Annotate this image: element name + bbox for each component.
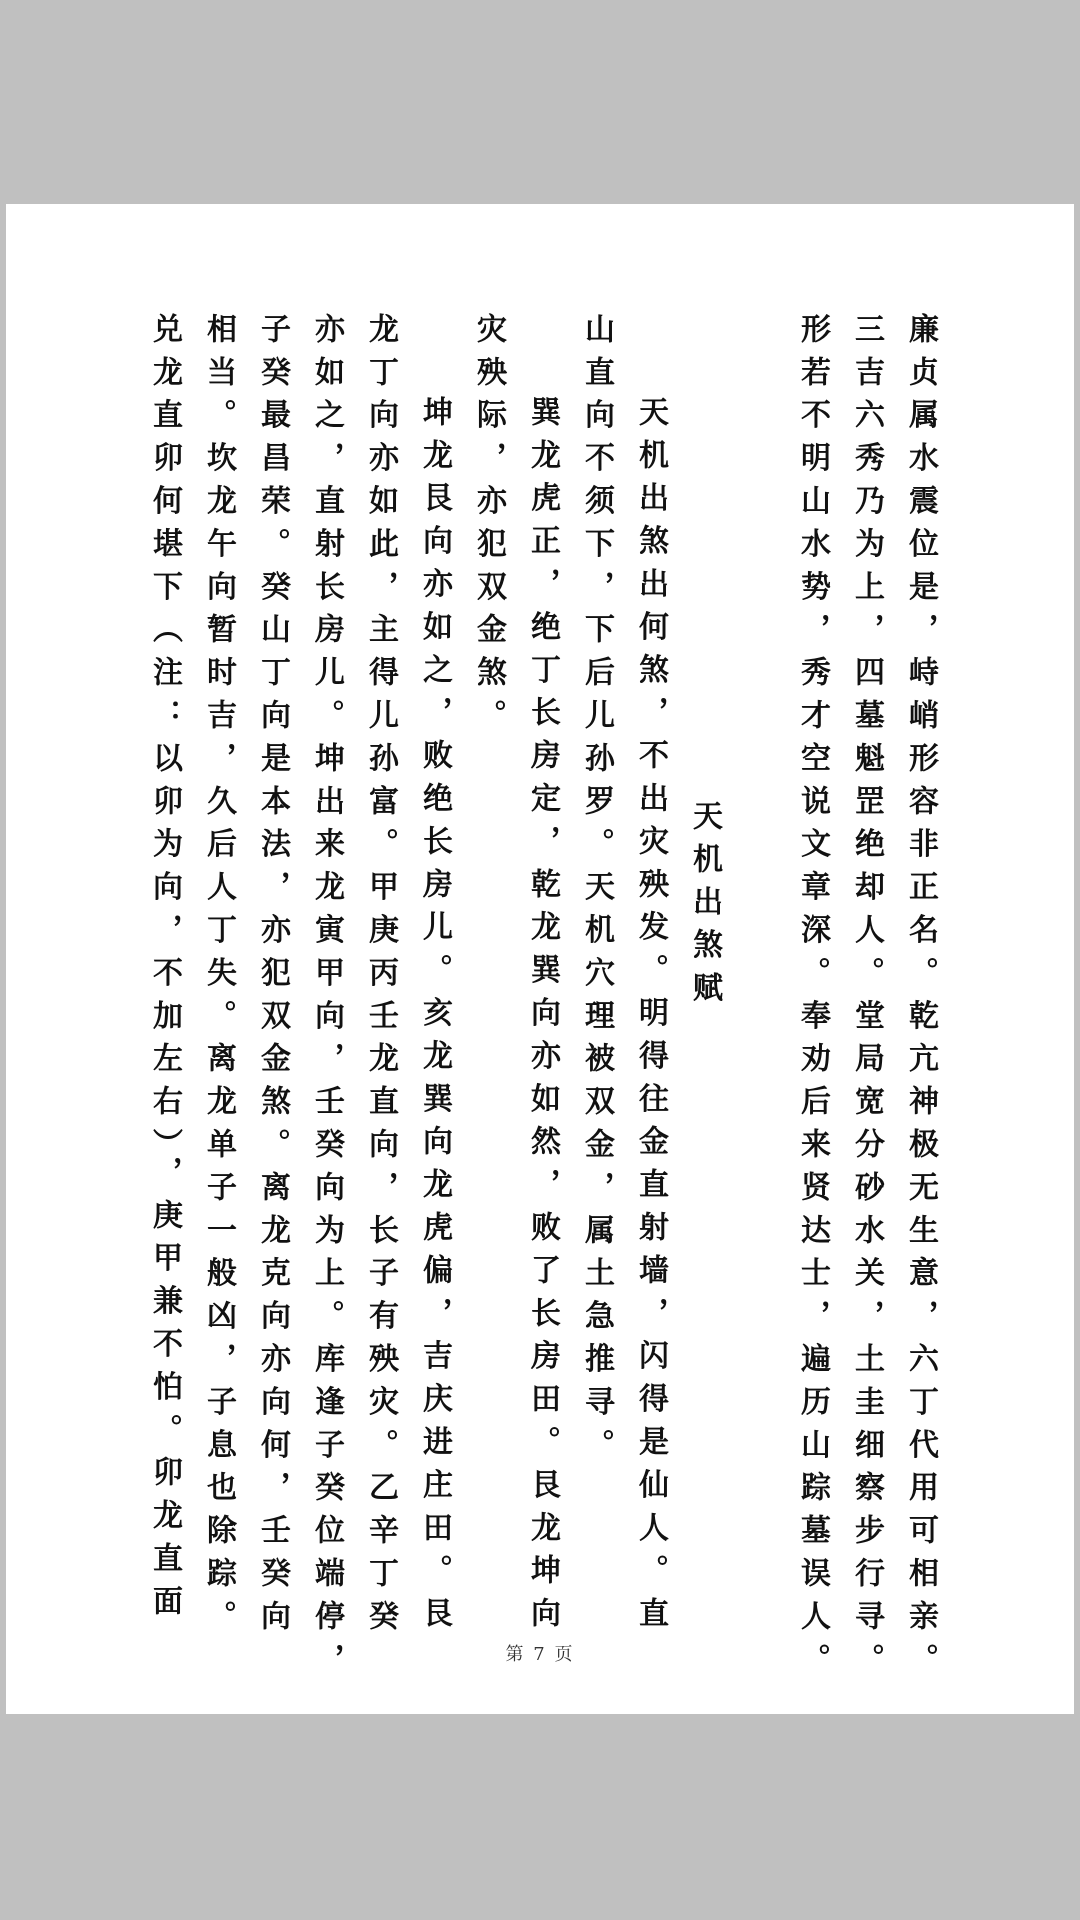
text-column-12: 相当。坎龙午向暂时吉，久后人丁失。离龙单子一般凶，子息也除踪。	[201, 313, 236, 1643]
text-column-9: 龙丁向亦如此，主得儿孙富。甲庚丙壬龙直向，长子有殃灾。乙辛丁癸	[363, 313, 398, 1643]
text-column-2: 三吉六秀乃为上，四墓魁罡绝却人。堂局宽分砂水关，土圭细察步行寻。	[849, 313, 884, 1686]
document-page	[6, 204, 1074, 1714]
text-column-10: 亦如之，直射长房儿。坤出来龙寅甲向，壬癸向为上。库逢子癸位端停，	[309, 313, 344, 1686]
section-title: 天机出煞赋	[687, 800, 722, 1015]
text-column-8: 坤龙艮向亦如之，败绝长房儿。亥龙巽向龙虎偏，吉庆进庄田。艮	[417, 396, 452, 1641]
page-number: 第 7 页	[505, 1644, 575, 1665]
text-column-3: 形若不明山水势，秀才空说文章深。奉劝后来贤达士，遍历山踪墓误人。	[795, 313, 830, 1686]
text-column-4: 天机出煞出何煞，不出灾殃发。明得往金直射墙，闪得是仙人。直	[633, 396, 668, 1641]
text-column-5: 山直向不须下，下后儿孙罗。天机穴理被双金，属土急推寻。	[579, 313, 614, 1472]
text-column-6: 巽龙虎正，绝丁长房定，乾龙巽向亦如然，败了长房田。艮龙坤向	[525, 396, 560, 1641]
text-column-1: 廉贞属水震位是，峙峭形容非正名。乾亢神极无生意，六丁代用可相亲。	[903, 313, 938, 1686]
text-column-11: 子癸最昌荣。癸山丁向是本法，亦犯双金煞。离龙克向亦向何，壬癸向	[255, 313, 290, 1643]
text-column-7: 灾殃际，亦犯双金煞。	[471, 313, 506, 742]
text-column-13: 兑龙直卯何堪下（注：以卯为向，不加左右），庚甲兼不怕。卯龙直面	[147, 313, 182, 1628]
